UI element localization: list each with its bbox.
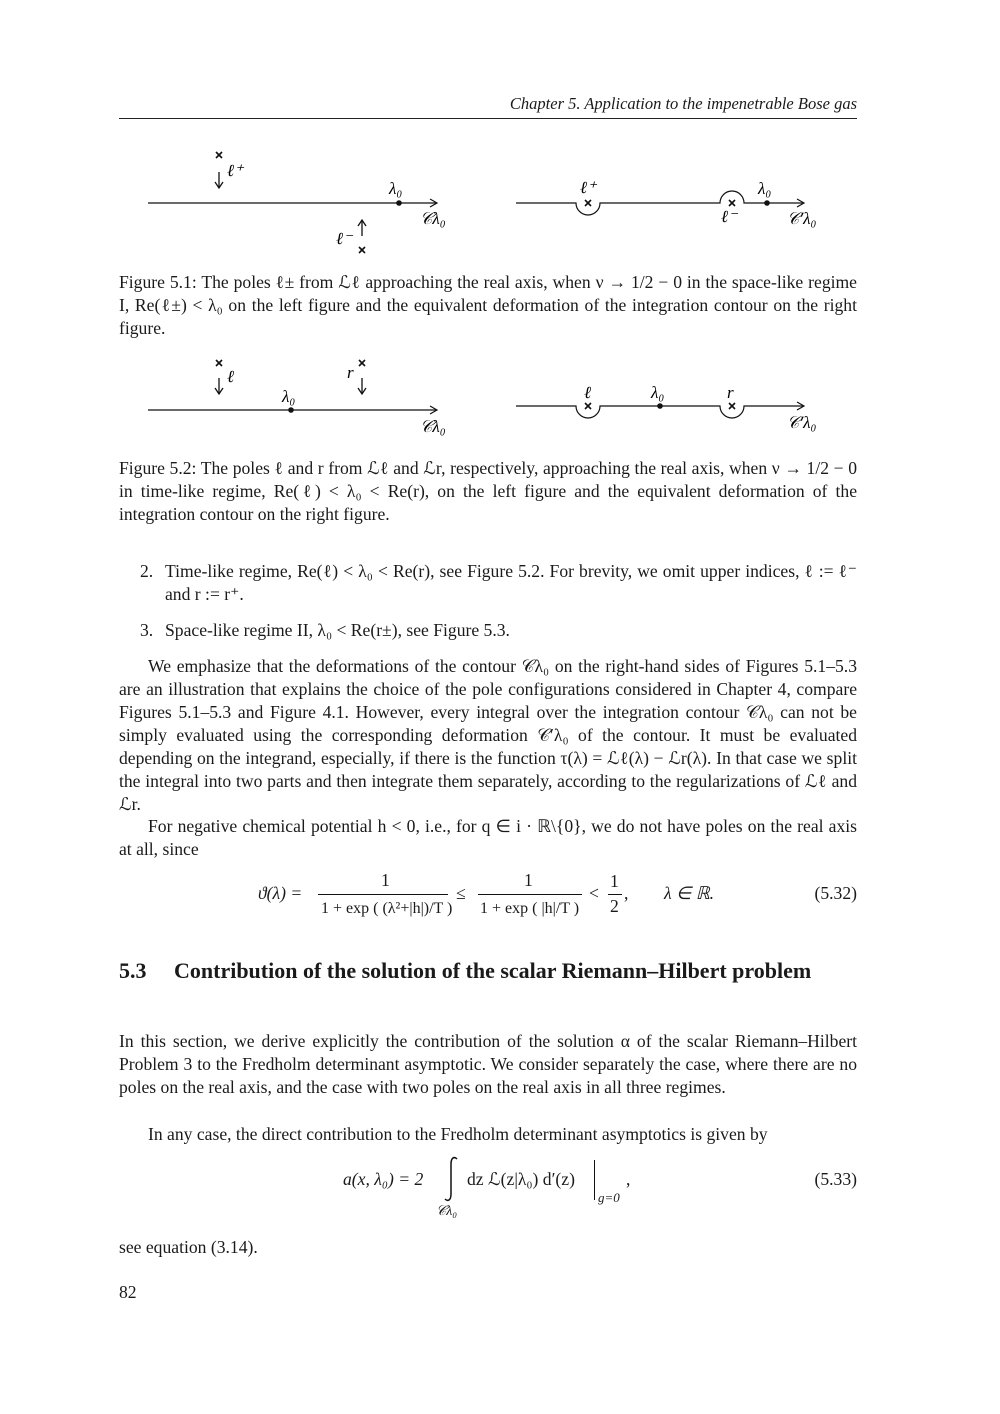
eq-condition: λ ∈ ℝ. [664, 883, 715, 903]
fraction-bar [318, 894, 448, 895]
paragraph: In any case, the direct contribution to the Fredholm determinant asymptotics is given by [148, 1124, 768, 1144]
pole-cross [585, 200, 591, 206]
list-item-number: 2. [140, 561, 154, 581]
label-pole-r: r [727, 383, 734, 402]
figure-5-1-caption: Figure 5.1: The poles ℓ± from ℒℓ approaching the real axis, when ν → 1/2 − 0 in the space-like regime I, Re(ℓ±) < λ₀ on the left figure and the equivalent deformation of the integration contour on the right figure. [119, 272, 857, 338]
section-heading [119, 956, 857, 986]
evaluation-bar [594, 1160, 595, 1200]
list-item-text: Time-like regime, Re(ℓ) < λ₀ < Re(r), see Figure 5.2. For brevity, we omit upper indices, ℓ := ℓ⁻ and r := r⁺. [165, 561, 857, 604]
eq-numerator: 1 [610, 871, 619, 891]
eq-numerator: 1 [381, 870, 390, 890]
eq-denominator: 2 [610, 896, 619, 916]
pole-cross [359, 247, 365, 253]
fraction-bar [478, 894, 582, 895]
lambda-point [396, 200, 402, 206]
pole-arrow-down [215, 172, 223, 188]
equation-number: (5.33) [814, 1169, 857, 1189]
pole-cross [216, 360, 222, 366]
eq-lhs: a(x, λ₀) = 2 [343, 1169, 424, 1189]
lambda-point [657, 403, 663, 409]
list-item-text: Space-like regime II, λ₀ < Re(r±), see Figure 5.3. [165, 620, 510, 640]
equation-5-32: ϑ(λ) = 1 1 + exp ( (λ²+|h|)/T ) ≤ 1 1 + exp ( |h|/T ) < 1 2 , λ ∈ ℝ. (5.32) [258, 870, 857, 917]
label-pole-r: r [347, 363, 354, 382]
pole-arrow-up [358, 220, 366, 236]
pole-arrow-down [358, 378, 366, 394]
lambda-point [764, 200, 770, 206]
equation-number: (5.32) [814, 883, 857, 903]
label-lambda: λ₀ [758, 179, 772, 198]
label-lambda: λ₀ [389, 179, 403, 198]
eq-subscript: g=0 [598, 1190, 620, 1205]
pole-cross [216, 152, 222, 158]
list-item [140, 619, 857, 642]
pole-cross [585, 403, 591, 409]
label-contour: 𝒞′λ₀ [787, 413, 817, 432]
figure-5-2 [0, 350, 1000, 450]
pole-cross [729, 403, 735, 409]
eq-denominator: 1 + exp ( |h|/T ) [480, 900, 580, 917]
list-item-number: 3. [140, 620, 154, 640]
label-pole-l: ℓ [584, 383, 592, 402]
fraction-bar [608, 894, 622, 895]
paragraph: For negative chemical potential h < 0, i.e., for q ∈ i · ℝ\{0}, we do not have poles on the real axis at all, since [119, 816, 857, 859]
header-rule [119, 118, 857, 119]
label-pole-lower: ℓ⁻ [336, 229, 353, 248]
label-pole-upper: ℓ⁺ [227, 161, 244, 180]
list-item [140, 560, 857, 606]
eq-integrand: dz ℒ(z|λ₀) d′(z) [467, 1169, 575, 1189]
label-pole-upper: ℓ⁺ [580, 178, 597, 197]
running-header: Chapter 5. Application to the impenetrable Bose gas [509, 94, 857, 113]
eq-denominator: 1 + exp ( (λ²+|h|)/T ) [321, 900, 453, 917]
label-contour: 𝒞λ₀ [420, 417, 446, 436]
label-pole-lower: ℓ⁻ [721, 207, 738, 226]
eq-lower-limit: 𝒞λ₀ [436, 1204, 458, 1219]
section-title: Contribution of the solution of the scalar Riemann–Hilbert problem [174, 958, 812, 983]
eq-numerator: 1 [524, 870, 533, 890]
figure-5-2-caption: Figure 5.2: The poles ℓ and r from ℒℓ and ℒr, respectively, approaching the real axis, when ν → 1/2 − 0 in time-like regime, Re(ℓ) < λ₀ < Re(r), on the left figure and the equivalent deformation of the integration contour on the right figure. [119, 458, 857, 524]
lambda-point [288, 407, 294, 413]
integral-sign-icon [442, 1156, 462, 1202]
eq-relation: < [589, 883, 599, 903]
figure-5-1 [0, 140, 1000, 265]
eq-lhs: ϑ(λ) = [258, 883, 303, 903]
label-pole-l: ℓ [227, 367, 235, 386]
label-contour: 𝒞λ₀ [420, 209, 446, 228]
page-number: 82 [119, 1282, 137, 1302]
eq-relation: ≤ [456, 883, 466, 903]
pole-cross [359, 360, 365, 366]
equation-5-33: a(x, λ₀) = 2 dz ℒ(z|λ₀) d′(z) g=0 , 𝒞λ₀ (5.33) [0, 1150, 1000, 1225]
label-lambda: λ₀ [651, 383, 665, 402]
paragraph: see equation (3.14). [119, 1237, 258, 1257]
pole-cross [729, 200, 735, 206]
pole-arrow-down [215, 378, 223, 394]
label-contour: 𝒞′λ₀ [787, 209, 817, 228]
paragraph: In this section, we derive explicitly the contribution of the solution α of the scalar Riemann–Hilbert Problem 3 to the Fredholm determinant asymptotic. We consider separately the case, where there are no poles on the real axis, and the case with two poles on the real axis in all three regimes. [119, 1031, 857, 1097]
label-lambda: λ₀ [282, 387, 296, 406]
paragraph: We emphasize that the deformations of the contour 𝒞λ₀ on the right-hand sides of Figures 5.1–5.3 are an illustration that explains the choice of the pole configurations considered in Chapter 4, compare Figures 5.1–5.3 and Figure 4.1. However, every integral over the integration contour 𝒞λ₀ can not be simply evaluated using the corresponding deformation 𝒞′λ₀ of the contour. It must be evaluated depending on the integrand, especially, if there is the function τ(λ) = ℒℓ(λ) − ℒr(λ). In that case we split the integral into two parts and then integrate them separately, according to the regularizations of ℒℓ and ℒr. [119, 656, 857, 814]
section-number: 5.3 [119, 958, 147, 983]
